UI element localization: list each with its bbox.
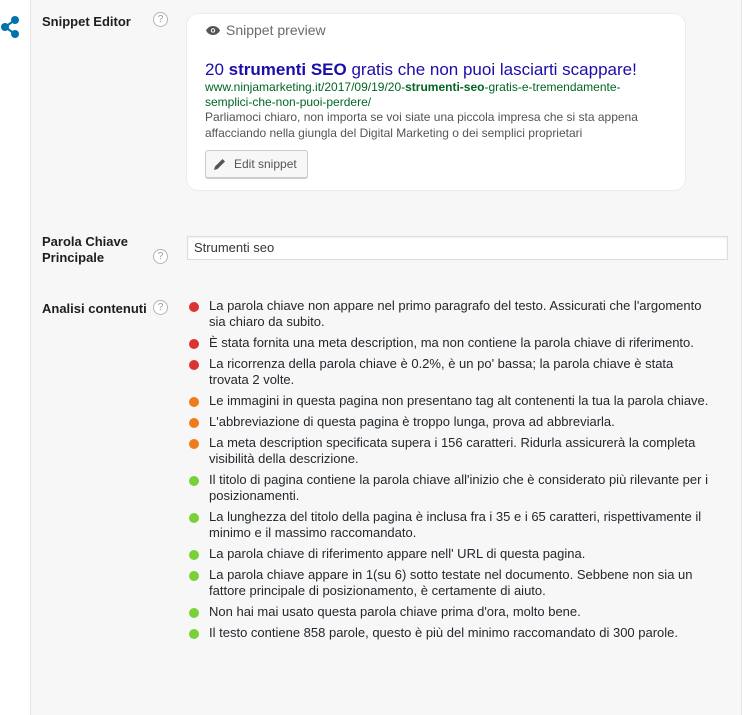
url-pre: www.ninjamarketing.it/2017/09/19/20- bbox=[205, 80, 406, 94]
title-keyword: strumenti SEO bbox=[228, 60, 347, 79]
status-ok-dot-icon bbox=[189, 418, 199, 428]
status-bad-dot-icon bbox=[189, 302, 199, 312]
analysis-item bbox=[189, 435, 709, 467]
snippet-title[interactable] bbox=[205, 60, 675, 80]
status-good-dot-icon bbox=[189, 513, 199, 523]
edit-snippet-label: Edit snippet bbox=[234, 157, 297, 171]
analysis-item-text: La parola chiave di riferimento appare nell' URL di questa pagina. bbox=[209, 546, 586, 561]
analysis-item bbox=[189, 393, 709, 409]
url-post: -gratis-e-tremendamente-semplici-che-non-puoi-perdere/ bbox=[205, 80, 621, 109]
status-ok-dot-icon bbox=[189, 397, 199, 407]
focus-keyword-label-line1: Parola Chiave bbox=[42, 234, 128, 249]
analysis-item-text: Il testo contiene 858 parole, questo è più del minimo raccomandato di 300 parole. bbox=[209, 625, 679, 640]
snippet-preview-heading bbox=[206, 22, 326, 38]
analysis-item bbox=[189, 472, 709, 504]
analysis-item-text: Non hai mai usato questa parola chiave prima d'ora, molto bene. bbox=[209, 604, 581, 619]
analysis-item-text: La meta description specificata supera i 156 caratteri. Ridurla assicurerà la completa visibilità della descrizione. bbox=[209, 435, 696, 466]
status-bad-dot-icon bbox=[189, 360, 199, 370]
url-keyword: strumenti-seo bbox=[405, 80, 485, 94]
analysis-item bbox=[189, 356, 709, 388]
status-good-dot-icon bbox=[189, 550, 199, 560]
status-good-dot-icon bbox=[189, 571, 199, 581]
analysis-item-text: La lunghezza del titolo della pagina è inclusa fra i 35 e i 65 caratteri, rispettivamente il minimo e il massimo raccomandato. bbox=[209, 509, 702, 540]
title-post: gratis che non puoi lasciarti scappare! bbox=[346, 60, 637, 79]
analysis-item bbox=[189, 625, 709, 641]
status-ok-dot-icon bbox=[189, 439, 199, 449]
status-good-dot-icon bbox=[189, 608, 199, 618]
snippet-description[interactable]: Parliamoci chiaro, non importa se voi siate una piccola impresa che si sta appena affacciando nella giungla del Digital Marketing o dei semplici proprietari bbox=[205, 110, 638, 140]
analysis-item bbox=[189, 335, 709, 351]
analysis-item-text: La ricorrenza della parola chiave è 0.2%, è un po' bassa; la parola chiave è stata trovata 2 volte. bbox=[209, 356, 674, 387]
share-icon[interactable] bbox=[0, 14, 22, 40]
focus-keyword-label-line2: Principale bbox=[42, 250, 105, 265]
seo-metabox bbox=[31, 0, 742, 715]
focus-keyword-label bbox=[42, 234, 128, 266]
analysis-item-text: È stata fornita una meta description, ma non contiene la parola chiave di riferimento. bbox=[209, 335, 694, 350]
analysis-item bbox=[189, 546, 709, 562]
analysis-item bbox=[189, 567, 709, 599]
analysis-item-text: La parola chiave non appare nel primo paragrafo del testo. Assicurati che l'argomento sia chiaro da subito. bbox=[209, 298, 702, 329]
left-sidebar bbox=[0, 0, 31, 715]
keyword-help-icon[interactable]: ? bbox=[153, 249, 168, 264]
edit-snippet-button[interactable] bbox=[205, 150, 308, 178]
analysis-item-text: Il titolo di pagina contiene la parola chiave all'inizio che è considerato più rilevante per i posizionamenti. bbox=[209, 472, 708, 503]
eye-icon bbox=[206, 26, 220, 35]
content-analysis-list bbox=[189, 298, 709, 646]
status-good-dot-icon bbox=[189, 476, 199, 486]
snippet-preview-card bbox=[186, 13, 686, 191]
analysis-item bbox=[189, 298, 709, 330]
pencil-icon bbox=[214, 158, 226, 170]
snippet-help-icon[interactable]: ? bbox=[153, 12, 168, 27]
analysis-help-icon[interactable]: ? bbox=[153, 300, 168, 315]
analysis-item bbox=[189, 414, 709, 430]
status-good-dot-icon bbox=[189, 629, 199, 639]
snippet-editor-label: Snippet Editor bbox=[42, 14, 131, 29]
status-bad-dot-icon bbox=[189, 339, 199, 349]
preview-heading-text: Snippet preview bbox=[226, 22, 326, 38]
analysis-item bbox=[189, 509, 709, 541]
analysis-item bbox=[189, 604, 709, 620]
analysis-item-text: L'abbreviazione di questa pagina è troppo lunga, prova ad abbreviarla. bbox=[209, 414, 615, 429]
analysis-item-text: Le immagini in questa pagina non presentano tag alt contenenti la tua la parola chiave. bbox=[209, 393, 709, 408]
snippet-url[interactable] bbox=[205, 80, 665, 110]
title-pre: 20 bbox=[205, 60, 229, 79]
content-analysis-label: Analisi contenuti bbox=[42, 301, 147, 316]
focus-keyword-input[interactable]: Strumenti seo bbox=[187, 236, 728, 260]
analysis-item-text: La parola chiave appare in 1(su 6) sotto testate nel documento. Sebbene non sia un fattore principale di posizionamento, è certamente di aiuto. bbox=[209, 567, 693, 598]
